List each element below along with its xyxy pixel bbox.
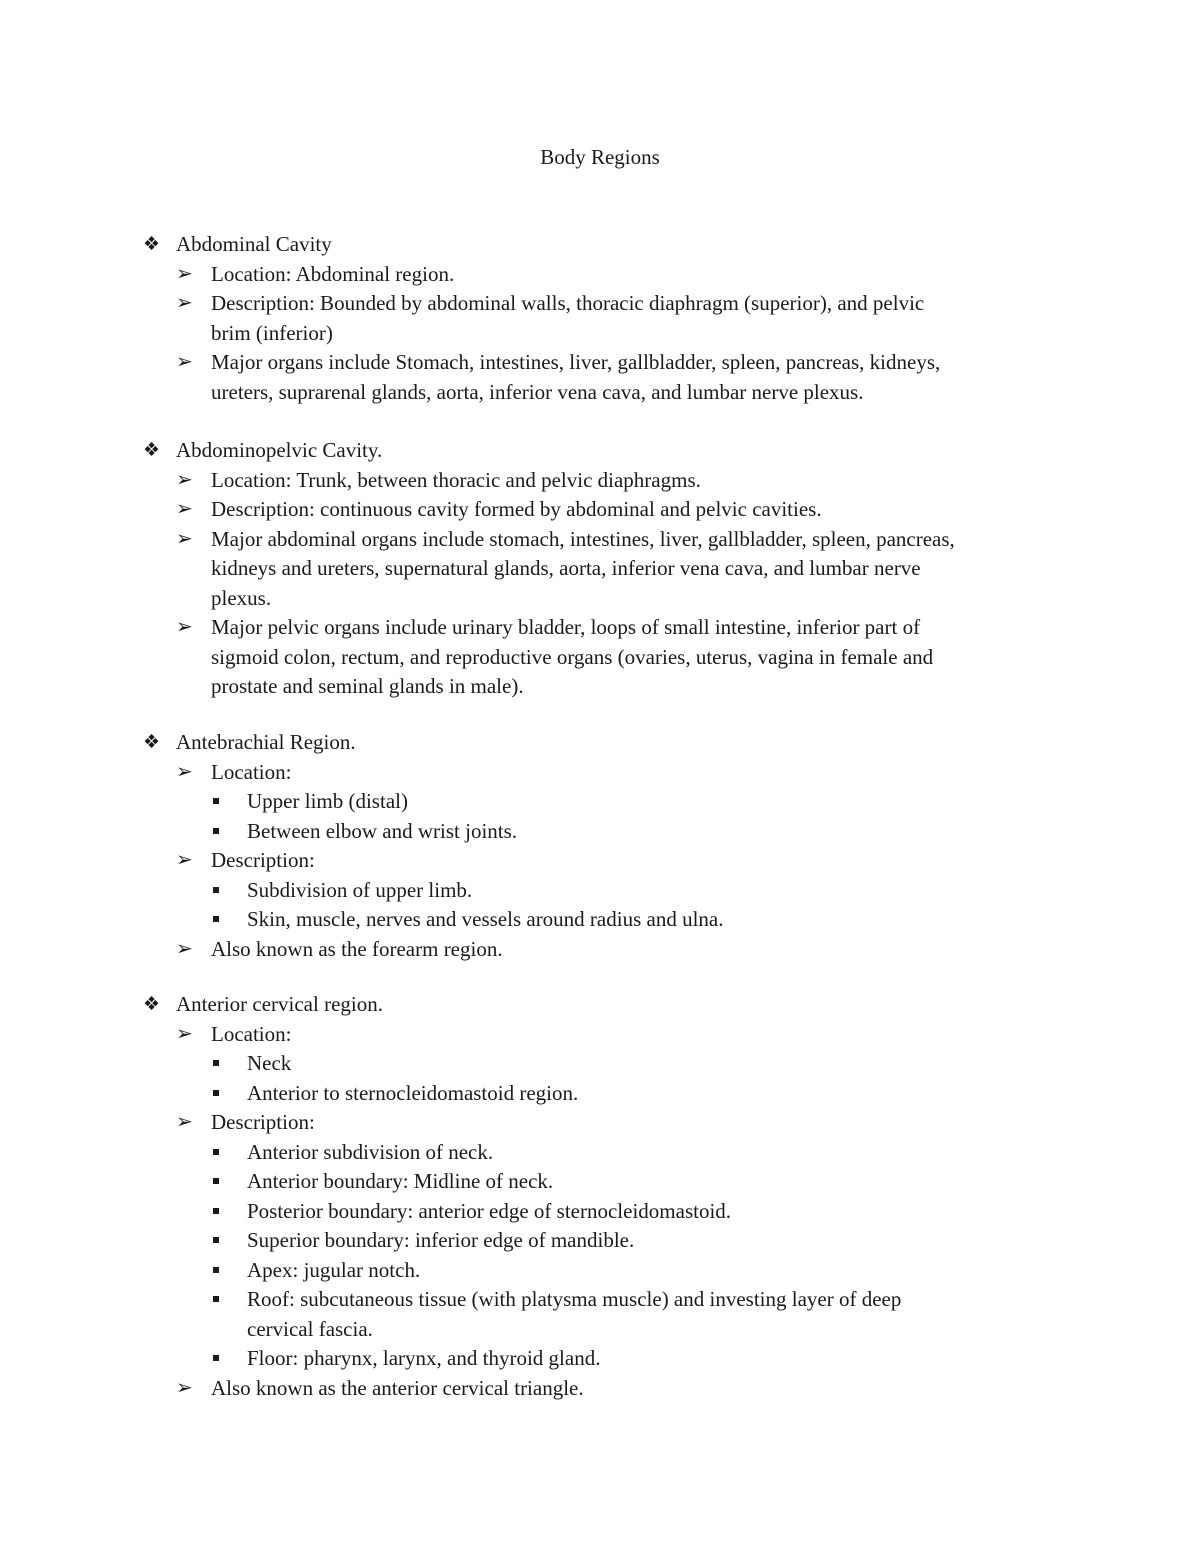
arrowhead-bullet-icon: ➢ xyxy=(176,760,193,783)
square-bullet-icon xyxy=(213,887,219,893)
sub-list-item xyxy=(0,787,1200,817)
item-text: kidneys and ureters, supernatural glands, aorta, inferior vena cava, and lumbar nerve xyxy=(211,556,921,580)
arrowhead-bullet-icon: ➢ xyxy=(176,1376,193,1399)
diamond-four-bullet-icon: ❖ xyxy=(143,732,161,753)
item-text: Location: Abdominal region. xyxy=(211,261,455,286)
list-item xyxy=(0,495,1200,525)
item-text: Subdivision of upper limb. xyxy=(247,877,473,902)
arrowhead-bullet-icon: ➢ xyxy=(176,498,193,520)
section-heading xyxy=(0,230,1200,260)
section-heading xyxy=(0,990,1200,1020)
list-item xyxy=(0,1020,1200,1050)
item-text: Location: xyxy=(211,1021,292,1046)
item-text: Major pelvic organs include urinary bladder, loops of small intestine, inferior part of xyxy=(211,615,921,639)
sub-list-item xyxy=(0,876,1200,906)
item-text: Major organs include Stomach, intestines, liver, gallbladder, spleen, pancreas, kidneys, xyxy=(211,350,941,374)
section-abdominopelvic-cavity xyxy=(0,436,1200,702)
arrowhead-bullet-icon: ➢ xyxy=(176,527,193,550)
list-item xyxy=(0,260,1200,290)
square-bullet-icon xyxy=(213,1237,219,1243)
sub-list-item xyxy=(0,1079,1200,1109)
item-text: Location: xyxy=(211,759,292,784)
item-text: Apex: jugular notch. xyxy=(247,1257,421,1282)
square-bullet-icon xyxy=(213,1267,219,1273)
item-text: Upper limb (distal) xyxy=(247,789,408,813)
arrowhead-bullet-icon: ➢ xyxy=(176,468,193,491)
heading-text: Abdominopelvic Cavity. xyxy=(176,438,383,462)
arrowhead-bullet-icon: ➢ xyxy=(176,351,193,373)
list-item-continuation xyxy=(0,643,1200,673)
arrowhead-bullet-icon: ➢ xyxy=(176,262,193,285)
list-item xyxy=(0,846,1200,876)
section-antebrachial-region xyxy=(0,728,1200,964)
item-text: Anterior boundary: Midline of neck. xyxy=(247,1169,554,1193)
sub-list-item xyxy=(0,905,1200,935)
item-text: brim (inferior) xyxy=(211,320,333,345)
sub-list-item xyxy=(0,1285,1200,1315)
list-item-continuation xyxy=(0,319,1200,349)
square-bullet-icon xyxy=(213,798,219,804)
arrowhead-bullet-icon: ➢ xyxy=(176,1022,193,1045)
item-text: Description: xyxy=(211,1110,315,1134)
section-anterior-cervical-region xyxy=(0,990,1200,1403)
square-bullet-icon xyxy=(213,1090,219,1096)
item-text: Skin, muscle, nerves and vessels around radius and ulna. xyxy=(247,907,724,931)
sub-list-item xyxy=(0,1256,1200,1286)
item-text: Also known as the anterior cervical triangle. xyxy=(211,1375,584,1400)
square-bullet-icon xyxy=(213,1208,219,1214)
square-bullet-icon xyxy=(213,1355,219,1361)
heading-text: Anterior cervical region. xyxy=(176,992,383,1016)
item-text: Location: Trunk, between thoracic and pelvic diaphragms. xyxy=(211,467,701,492)
item-text: Superior boundary: inferior edge of mandible. xyxy=(247,1228,635,1252)
list-item xyxy=(0,1108,1200,1138)
sub-list-item xyxy=(0,1049,1200,1079)
sub-list-item-continuation xyxy=(0,1315,1200,1345)
diamond-four-bullet-icon: ❖ xyxy=(143,994,161,1015)
list-item xyxy=(0,613,1200,643)
item-text: Description: Bounded by abdominal walls, thoracic diaphragm (superior), and pelvic xyxy=(211,291,925,315)
list-item xyxy=(0,935,1200,965)
square-bullet-icon xyxy=(213,1060,219,1066)
list-item xyxy=(0,466,1200,496)
item-text: ureters, suprarenal glands, aorta, inferior vena cava, and lumbar nerve plexus. xyxy=(211,379,864,404)
sub-list-item xyxy=(0,1197,1200,1227)
item-text: Floor: pharynx, larynx, and thyroid gland. xyxy=(247,1346,601,1370)
sub-list-item xyxy=(0,817,1200,847)
sub-list-item xyxy=(0,1344,1200,1374)
square-bullet-icon xyxy=(213,1178,219,1184)
list-item-continuation xyxy=(0,584,1200,614)
item-text: Roof: subcutaneous tissue (with platysma muscle) and investing layer of deep xyxy=(247,1287,902,1311)
item-text: Description: continuous cavity formed by abdominal and pelvic cavities. xyxy=(211,497,822,521)
section-abdominal-cavity xyxy=(0,230,1200,407)
list-item-continuation xyxy=(0,554,1200,584)
item-text: cervical fascia. xyxy=(247,1316,373,1341)
item-text: Between elbow and wrist joints. xyxy=(247,818,518,843)
list-item xyxy=(0,348,1200,378)
item-text: Posterior boundary: anterior edge of sternocleidomastoid. xyxy=(247,1198,732,1223)
item-text: Major abdominal organs include stomach, intestines, liver, gallbladder, spleen, pancreas, xyxy=(211,526,955,551)
item-text: Anterior to sternocleidomastoid region. xyxy=(247,1080,579,1105)
sub-list-item xyxy=(0,1138,1200,1168)
item-text: sigmoid colon, rectum, and reproductive organs (ovaries, uterus, vagina in female and xyxy=(211,644,934,669)
item-text: Neck xyxy=(247,1051,292,1075)
arrowhead-bullet-icon: ➢ xyxy=(176,849,193,871)
square-bullet-icon xyxy=(213,828,219,834)
item-text: Anterior subdivision of neck. xyxy=(247,1139,494,1164)
arrowhead-bullet-icon: ➢ xyxy=(176,937,193,960)
diamond-four-bullet-icon: ❖ xyxy=(143,440,161,461)
item-text: prostate and seminal glands in male). xyxy=(211,674,524,698)
arrowhead-bullet-icon: ➢ xyxy=(176,616,193,638)
list-item xyxy=(0,525,1200,555)
heading-text: Antebrachial Region. xyxy=(176,730,356,754)
list-item-continuation xyxy=(0,378,1200,408)
section-heading xyxy=(0,436,1200,466)
arrowhead-bullet-icon: ➢ xyxy=(176,1111,193,1133)
sub-list-item xyxy=(0,1226,1200,1256)
item-text: Also known as the forearm region. xyxy=(211,936,503,961)
page-title: Body Regions xyxy=(540,145,660,169)
list-item xyxy=(0,289,1200,319)
item-text: Description: xyxy=(211,848,315,872)
sub-list-item xyxy=(0,1167,1200,1197)
list-item-continuation xyxy=(0,672,1200,702)
square-bullet-icon xyxy=(213,916,219,922)
square-bullet-icon xyxy=(213,1149,219,1155)
diamond-four-bullet-icon: ❖ xyxy=(143,234,161,255)
square-bullet-icon xyxy=(213,1296,219,1302)
item-text: plexus. xyxy=(211,585,272,610)
heading-text: Abdominal Cavity xyxy=(176,232,332,256)
section-heading xyxy=(0,728,1200,758)
list-item xyxy=(0,1374,1200,1404)
list-item xyxy=(0,758,1200,788)
arrowhead-bullet-icon: ➢ xyxy=(176,292,193,314)
